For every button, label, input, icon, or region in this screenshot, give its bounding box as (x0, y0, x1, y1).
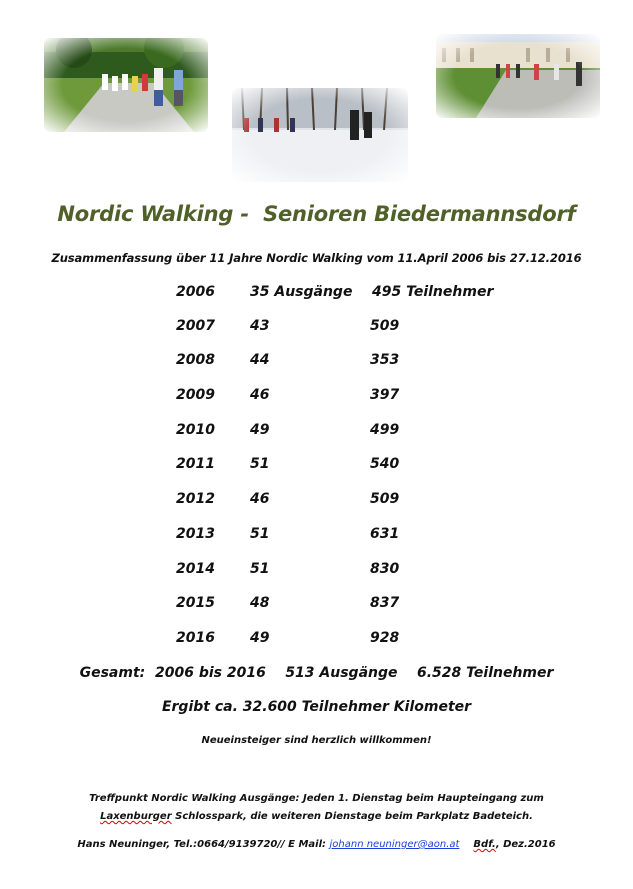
email-link[interactable]: johann neuninger@aon.at (329, 839, 460, 850)
table-row (0, 422, 633, 442)
year-cell: 2016 (176, 630, 215, 646)
year-cell: 2013 (176, 526, 215, 542)
welcome-note: Neueinsteiger sind herzlich willkommen! (201, 735, 432, 746)
outings-cell: 51 (250, 526, 270, 542)
table-row (0, 630, 633, 650)
year-cell: 2012 (176, 491, 215, 507)
meeting-place-name: Laxenburger (100, 811, 172, 822)
participants-cell: 540 (370, 456, 400, 472)
total-summary: Gesamt: 2006 bis 2016 513 Ausgänge 6.528 Teilnehmer (79, 665, 554, 681)
walkers-at-palace-photo (436, 34, 600, 118)
participants-cell: 509 (370, 318, 400, 334)
year-cell: 2015 (176, 595, 215, 611)
year-cell: 2010 (176, 422, 215, 438)
year-cell: 2007 (176, 318, 215, 334)
meeting-point-line-1: Treffpunkt Nordic Walking Ausgänge: Jeden 1. Dienstag beim Haupteingang zum (89, 793, 544, 804)
year-cell: 2009 (176, 387, 215, 403)
contact-footer (0, 839, 633, 850)
outings-cell: 43 (250, 318, 270, 334)
outings-cell: 51 (250, 456, 270, 472)
table-row (0, 318, 633, 338)
table-row (0, 526, 633, 546)
participants-cell: 509 (370, 491, 400, 507)
year-cell: 2011 (176, 456, 215, 472)
table-row (0, 352, 633, 372)
outings-cell: 35 Ausgänge (250, 284, 353, 300)
participants-cell: 495 Teilnehmer (372, 284, 494, 300)
year-cell: 2006 (176, 284, 215, 300)
participants-cell: 928 (370, 630, 400, 646)
kilometers-summary: Ergibt ca. 32.600 Teilnehmer Kilometer (161, 699, 472, 715)
table-row (0, 595, 633, 615)
participants-cell: 397 (370, 387, 400, 403)
place-abbreviation: Bdf. (473, 839, 496, 850)
date-text: , Dez.2016 (495, 839, 556, 850)
table-row (0, 456, 633, 476)
outings-cell: 46 (250, 387, 270, 403)
outings-cell: 49 (250, 422, 270, 438)
outings-cell: 48 (250, 595, 270, 611)
year-cell: 2008 (176, 352, 215, 368)
walkers-in-snow-photo (232, 88, 408, 182)
table-row (0, 491, 633, 511)
participants-cell: 499 (370, 422, 400, 438)
participants-cell: 830 (370, 561, 400, 577)
table-row (0, 387, 633, 407)
outings-cell: 44 (250, 352, 270, 368)
meeting-place-rest: Schlosspark, die weiteren Dienstage beim Parkplatz Badeteich. (171, 811, 533, 822)
outings-cell: 49 (250, 630, 270, 646)
year-cell: 2014 (176, 561, 215, 577)
walkers-on-path-photo (44, 38, 208, 132)
participants-cell: 353 (370, 352, 400, 368)
meeting-point-line-2 (0, 811, 633, 822)
page-title: Nordic Walking - Senioren Biedermannsdorf (57, 202, 576, 226)
outings-cell: 46 (250, 491, 270, 507)
outings-cell: 51 (250, 561, 270, 577)
participants-cell: 837 (370, 595, 400, 611)
table-row (0, 284, 633, 304)
summary-subtitle: Zusammenfassung über 11 Jahre Nordic Walking vom 11.April 2006 bis 27.12.2016 (51, 251, 582, 265)
table-row (0, 561, 633, 581)
participants-cell: 631 (370, 526, 400, 542)
contact-text: Hans Neuninger, Tel.:0664/9139720// E Mail: (77, 839, 330, 850)
